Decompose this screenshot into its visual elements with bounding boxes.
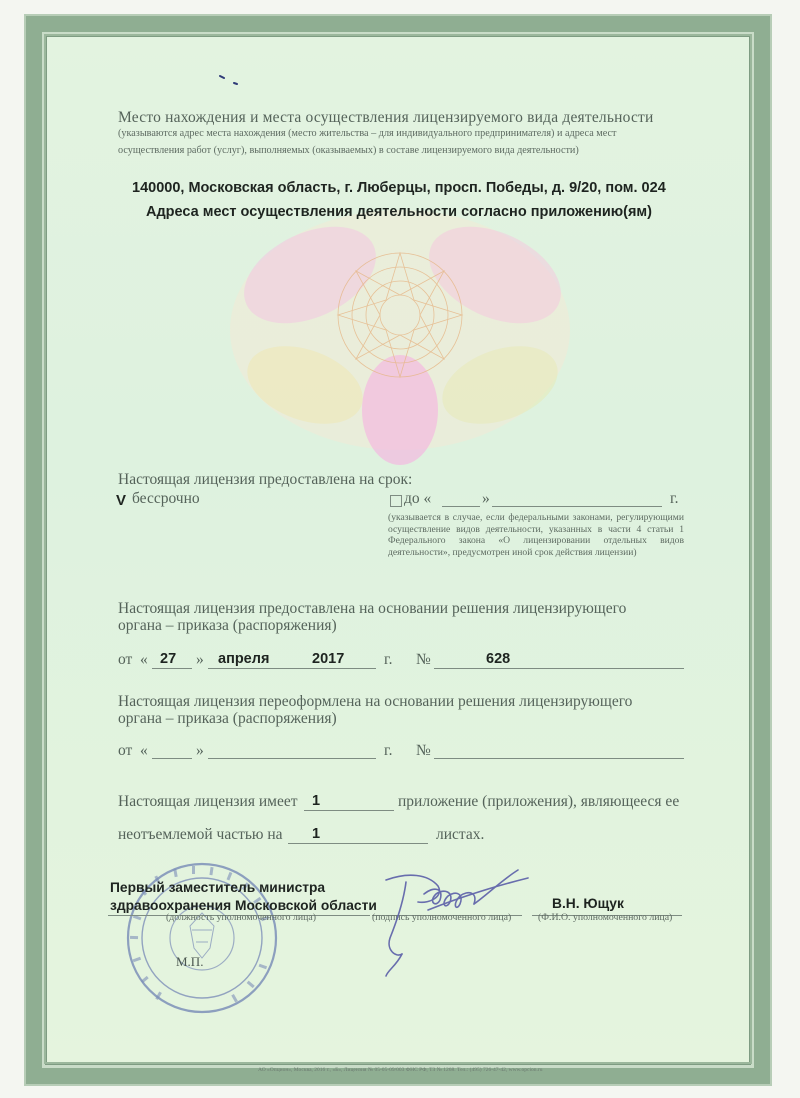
appendix-line1-prefix: Настоящая лицензия имеет — [118, 793, 298, 810]
reissue-day-line — [152, 758, 192, 759]
basis-day: 27 — [160, 651, 177, 667]
basis-from: от — [118, 651, 133, 668]
term-until-mid: » — [482, 490, 490, 507]
signer-position-line2: здравоохранения Московской области — [110, 898, 377, 913]
appendix-count-line — [304, 810, 394, 811]
caption-signature: (подпись уполномоченного лица) — [372, 912, 512, 923]
address-line: 140000, Московская область, г. Люберцы, просп. Победы, д. 9/20, пом. 024 — [132, 180, 666, 196]
reissue-line2: органа – приказа (распоряжения) — [118, 710, 337, 727]
appendix-line1-suffix: приложение (приложения), являющееся ее — [398, 793, 680, 810]
reissue-number-sign: № — [416, 742, 431, 759]
print-info: АО «Опцион», Москва, 2016 г., «Б», Лицензия № 05-05-09/003 ФНС РФ, ТЗ № 1268. Тел.: (495) 726-47-42, www.opcion.ru — [258, 1067, 543, 1073]
activity-address-note: Адреса мест осуществления деятельности согласно приложению(ям) — [146, 204, 652, 220]
signer-position-line1: Первый заместитель министра — [110, 880, 326, 895]
appendix-count: 1 — [312, 793, 321, 809]
reissue-date-line — [208, 758, 376, 759]
basis-month: апреля — [218, 651, 270, 667]
reissue-from: от — [118, 742, 133, 759]
handwritten-signature — [368, 858, 538, 978]
basis-number-sign: № — [416, 651, 431, 668]
term-until-date-line — [492, 506, 662, 507]
basis-number-line — [434, 668, 684, 669]
term-until-checkbox — [390, 495, 402, 507]
term-unlimited: бессрочно — [132, 490, 200, 507]
term-note: (указывается в случае, если федеральными законами, регулирующими осуществление видов деятельности, указанных в части 4 статьи 1 Федерального закона «О лицензировании отдельных видов деятельности», предусмотрен иной срок действия лицензии) — [388, 512, 684, 558]
location-hint-line1: (указываются адрес места нахождения (место жительства – для индивидуального предпринимателя) и адреса мест — [118, 128, 617, 139]
location-hint-line2: осуществления работ (услуг), выполняемых (оказываемых) в составе лицензируемого вида деятельности) — [118, 145, 579, 156]
appendix-sheets-line — [288, 843, 428, 844]
term-label: Настоящая лицензия предоставлена на срок: — [118, 471, 413, 488]
reissue-quote-open: « — [140, 742, 148, 759]
reissue-line1: Настоящая лицензия переоформлена на основании решения лицензирующего — [118, 693, 633, 710]
term-until-prefix: до « — [404, 490, 432, 507]
basis-line2: органа – приказа (распоряжения) — [118, 617, 337, 634]
stamp-label: М.П. — [176, 954, 204, 969]
basis-quote-open: « — [140, 651, 148, 668]
basis-quote-close: » — [196, 651, 204, 668]
caption-name: (Ф.И.О. уполномоченного лица) — [538, 912, 673, 923]
reissue-quote-close: » — [196, 742, 204, 759]
basis-number: 628 — [486, 651, 511, 667]
appendix-line2-suffix: листах. — [436, 826, 485, 843]
appendix-sheets: 1 — [312, 826, 321, 842]
ink-dash-mark — [218, 72, 240, 88]
basis-date-line — [208, 668, 376, 669]
check-mark: V — [116, 492, 127, 509]
term-until-suffix: г. — [670, 490, 679, 507]
basis-line1: Настоящая лицензия предоставлена на основании решения лицензирующего — [118, 600, 627, 617]
location-title: Место нахождения и места осуществления лицензируемого вида деятельности — [118, 109, 654, 126]
signer-name: В.Н. Ющук — [552, 896, 624, 911]
basis-year-suffix: г. — [384, 651, 393, 668]
rosette-watermark — [210, 180, 590, 480]
reissue-year-suffix: г. — [384, 742, 393, 759]
term-until-day-line — [442, 506, 480, 507]
reissue-number-line — [434, 758, 684, 759]
basis-day-line — [152, 668, 192, 669]
basis-year: 2017 — [312, 651, 345, 667]
caption-position: (должность уполномоченного лица) — [166, 912, 316, 923]
appendix-line2-prefix: неотъемлемой частью на — [118, 826, 283, 843]
